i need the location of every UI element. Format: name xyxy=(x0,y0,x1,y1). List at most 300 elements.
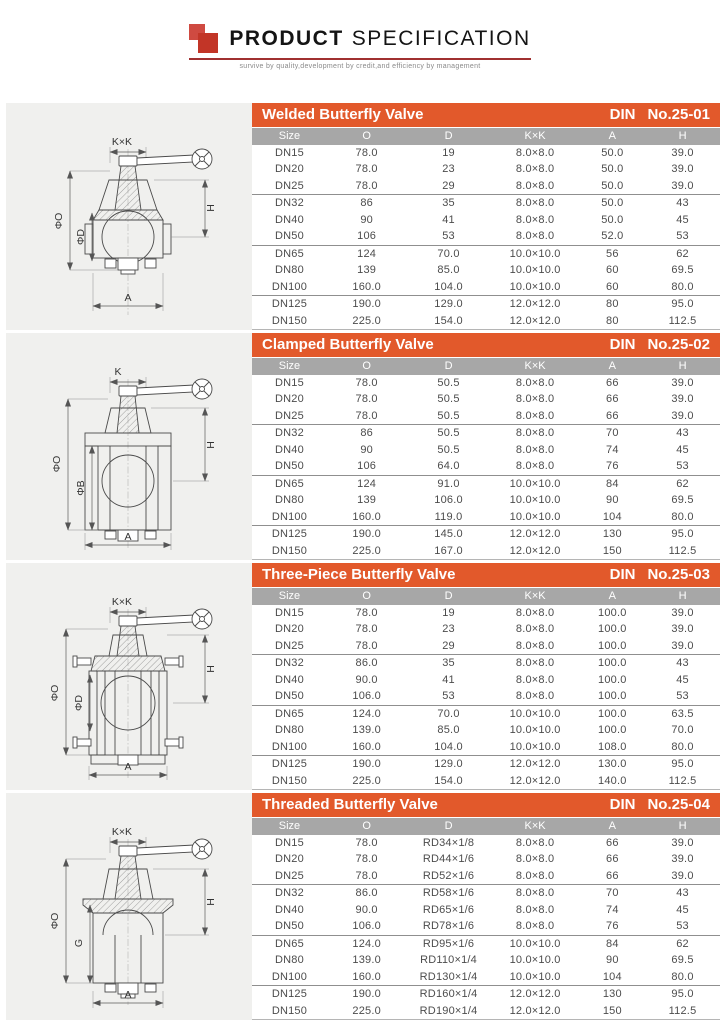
table-cell: DN50 xyxy=(274,230,304,243)
table-cell: 8.0×8.0 xyxy=(515,639,555,652)
table-row xyxy=(252,442,720,459)
column-header: A xyxy=(580,818,646,835)
table-cell: DN50 xyxy=(274,690,304,703)
table-cell: 23 xyxy=(442,623,455,636)
table-cell: 90 xyxy=(606,954,619,967)
table-cell: 19 xyxy=(442,606,455,619)
table-row xyxy=(252,313,720,330)
table-cell: 45 xyxy=(676,903,689,916)
table-row xyxy=(252,722,720,739)
table-cell: 78.0 xyxy=(355,836,378,849)
table-cell: 80.0 xyxy=(671,740,694,753)
table-row xyxy=(252,638,720,655)
dimension-label-kxk: K×K xyxy=(111,136,133,148)
standard-label: DIN xyxy=(609,796,636,814)
dimension-label-kxk: K×K xyxy=(111,596,133,608)
table-cell: 91.0 xyxy=(406,475,490,492)
table-row xyxy=(252,655,720,672)
table-cell: 43 xyxy=(645,655,720,672)
section-clamped xyxy=(0,333,720,560)
valve-drawing-welded xyxy=(6,103,252,330)
table-cell: 66 xyxy=(606,376,619,389)
standard-label: DIN xyxy=(609,566,636,584)
table-cell: 8.0×8.0 xyxy=(515,920,555,933)
column-header: Size xyxy=(252,358,327,375)
table-cell: 104 xyxy=(602,510,622,523)
table-row xyxy=(252,835,720,852)
table-title: Welded Butterfly Valve xyxy=(262,106,424,124)
table-row xyxy=(252,228,720,245)
table-cell: 70.0 xyxy=(671,724,694,737)
column-header: O xyxy=(327,588,407,605)
table-cell: 10.0×10.0 xyxy=(509,494,561,507)
table-title: Three-Piece Butterfly Valve xyxy=(262,566,456,584)
table-cell: 100.0 xyxy=(598,606,627,619)
table-cell: DN50 xyxy=(274,920,304,933)
table-cell: 10.0×10.0 xyxy=(509,740,561,753)
table-cell: DN150 xyxy=(252,1003,327,1020)
column-header: K×K xyxy=(491,588,580,605)
table-cell: 66 xyxy=(606,869,619,882)
table-cell: DN15 xyxy=(274,606,304,619)
column-header: A xyxy=(580,128,646,145)
column-header: H xyxy=(645,358,720,375)
table-cell: 50.5 xyxy=(437,443,460,456)
column-header: H xyxy=(645,588,720,605)
table-cell: 39.0 xyxy=(671,853,694,866)
table-cell: 70.0 xyxy=(406,705,490,722)
table-panel-clamped xyxy=(252,333,720,560)
table-row xyxy=(252,458,720,475)
table-row xyxy=(252,935,720,952)
table-row xyxy=(252,885,720,902)
table-cell: 140.0 xyxy=(580,773,646,790)
table-cell: DN25 xyxy=(274,409,304,422)
table-cell: 100.0 xyxy=(598,639,627,652)
table-cell: 10.0×10.0 xyxy=(509,264,561,277)
table-cell: 50.0 xyxy=(601,163,624,176)
column-header: D xyxy=(406,818,490,835)
section-welded xyxy=(0,103,720,330)
table-cell: DN65 xyxy=(252,935,327,952)
table-cell: 12.0×12.0 xyxy=(491,296,580,313)
table-cell: 8.0×8.0 xyxy=(515,163,555,176)
dimension-label-a: A xyxy=(124,292,132,304)
table-cell: DN32 xyxy=(252,885,327,902)
table-cell: 10.0×10.0 xyxy=(491,705,580,722)
table-cell: RD52×1/6 xyxy=(422,869,475,882)
table-cell: DN100 xyxy=(271,280,308,293)
table-title: Threaded Butterfly Valve xyxy=(262,796,438,814)
table-cell: 39.0 xyxy=(671,179,694,192)
table-cell: 29 xyxy=(442,639,455,652)
table-cell: 53 xyxy=(442,690,455,703)
table-cell: 10.0×10.0 xyxy=(509,954,561,967)
dimension-h xyxy=(151,408,217,481)
table-cell: DN15 xyxy=(274,836,304,849)
table-cell: 90 xyxy=(360,213,373,226)
table-title-bar xyxy=(252,793,720,817)
table-cell: 8.0×8.0 xyxy=(515,623,555,636)
table-cell: 78.0 xyxy=(355,179,378,192)
table-row xyxy=(252,986,720,1003)
table-cell: 8.0×8.0 xyxy=(515,213,555,226)
table-header-row xyxy=(252,818,720,835)
table-cell: 112.5 xyxy=(645,773,720,790)
table-cell: DN32 xyxy=(252,655,327,672)
table-cell: 78.0 xyxy=(355,376,378,389)
table-cell: 225.0 xyxy=(327,1003,407,1020)
dimension-label-inner: ΦD xyxy=(73,695,85,711)
dimension-label-inner: ΦB xyxy=(75,480,87,496)
table-cell: 80 xyxy=(580,296,646,313)
table-cell: 104 xyxy=(602,970,622,983)
table-cell: 41 xyxy=(442,213,455,226)
table-cell: 80 xyxy=(580,313,646,330)
table-cell: 139.0 xyxy=(352,954,381,967)
table-row xyxy=(252,739,720,756)
table-row xyxy=(252,621,720,638)
table-cell: 70 xyxy=(580,885,646,902)
table-cell: 39.0 xyxy=(671,836,694,849)
table-cell: RD65×1/6 xyxy=(422,903,475,916)
table-row xyxy=(252,918,720,935)
table-row xyxy=(252,543,720,560)
drawing-panel-three-piece xyxy=(6,563,252,790)
column-header: A xyxy=(580,588,646,605)
table-cell: 130 xyxy=(580,526,646,543)
table-cell: 10.0×10.0 xyxy=(509,280,561,293)
table-cell: 19 xyxy=(442,146,455,159)
table-cell: 90 xyxy=(606,494,619,507)
table-cell: DN125 xyxy=(252,296,327,313)
dimension-label-h: H xyxy=(205,665,217,673)
table-cell: DN25 xyxy=(274,639,304,652)
table-cell: 70.0 xyxy=(406,245,490,262)
table-cell: 139.0 xyxy=(352,724,381,737)
table-cell: DN150 xyxy=(252,773,327,790)
table-cell: 69.5 xyxy=(671,264,694,277)
table-header-row xyxy=(252,358,720,375)
table-cell: 45 xyxy=(676,443,689,456)
section-threaded xyxy=(0,793,720,1020)
table-row xyxy=(252,526,720,543)
table-cell: RD58×1/6 xyxy=(406,885,490,902)
table-row xyxy=(252,773,720,790)
table-cell: DN15 xyxy=(274,146,304,159)
table-title-bar xyxy=(252,103,720,127)
spec-table-threaded xyxy=(252,818,720,1021)
table-cell: 160.0 xyxy=(352,510,381,523)
table-cell: 60 xyxy=(606,280,619,293)
table-cell: DN20 xyxy=(274,393,304,406)
table-cell: 64.0 xyxy=(437,460,460,473)
table-cell: DN125 xyxy=(252,756,327,773)
table-cell: 74 xyxy=(606,903,619,916)
spec-table-three-piece xyxy=(252,588,720,791)
table-cell: 35 xyxy=(406,195,490,212)
table-cell: 124.0 xyxy=(327,705,407,722)
table-row xyxy=(252,1003,720,1020)
code-label: No.25-01 xyxy=(647,106,710,124)
valve-body xyxy=(85,166,171,274)
table-cell: 84 xyxy=(580,475,646,492)
table-cell: 39.0 xyxy=(671,639,694,652)
table-cell: 100.0 xyxy=(598,673,627,686)
table-cell: 8.0×8.0 xyxy=(515,179,555,192)
table-cell: 150 xyxy=(580,543,646,560)
table-cell: RD44×1/6 xyxy=(422,853,475,866)
table-row xyxy=(252,408,720,425)
table-standard-code xyxy=(610,336,710,353)
code-label: No.25-03 xyxy=(647,566,710,584)
table-cell: 145.0 xyxy=(406,526,490,543)
table-cell: 39.0 xyxy=(671,146,694,159)
drawing-panel-clamped xyxy=(6,333,252,560)
table-cell: 86.0 xyxy=(327,655,407,672)
column-header: K×K xyxy=(491,358,580,375)
table-cell: 190.0 xyxy=(327,756,407,773)
table-cell: 85.0 xyxy=(437,724,460,737)
dimension-label-outer: ΦO xyxy=(53,212,65,230)
dimension-inner-diameter xyxy=(73,905,90,983)
table-cell: DN80 xyxy=(274,494,304,507)
table-cell: 90 xyxy=(360,443,373,456)
table-cell: 8.0×8.0 xyxy=(515,606,555,619)
dimension-label-a: A xyxy=(124,761,132,773)
dimension-inner-diameter xyxy=(73,675,90,731)
column-header: O xyxy=(327,818,407,835)
table-cell: 129.0 xyxy=(406,296,490,313)
table-cell: 80.0 xyxy=(671,280,694,293)
table-row xyxy=(252,868,720,885)
column-header: D xyxy=(406,128,490,145)
table-cell: 62 xyxy=(645,935,720,952)
table-row xyxy=(252,952,720,969)
column-header: H xyxy=(645,818,720,835)
table-cell: 8.0×8.0 xyxy=(515,836,555,849)
table-cell: 160.0 xyxy=(352,280,381,293)
table-cell: 8.0×8.0 xyxy=(491,195,580,212)
table-cell: 190.0 xyxy=(327,526,407,543)
table-cell: 66 xyxy=(606,409,619,422)
table-cell: DN65 xyxy=(252,705,327,722)
dimension-label-inner: ΦD xyxy=(75,229,87,245)
page-title-sub: SPECIFICATION xyxy=(351,27,531,50)
table-cell: 50.5 xyxy=(437,393,460,406)
column-header: O xyxy=(327,128,407,145)
table-cell: 167.0 xyxy=(406,543,490,560)
table-row xyxy=(252,705,720,722)
column-header: A xyxy=(580,358,646,375)
table-cell: 95.0 xyxy=(645,526,720,543)
table-row xyxy=(252,688,720,705)
table-header-row xyxy=(252,588,720,605)
table-cell: 12.0×12.0 xyxy=(491,1003,580,1020)
table-cell: 78.0 xyxy=(355,853,378,866)
table-cell: 8.0×8.0 xyxy=(515,443,555,456)
table-panel-three-piece xyxy=(252,563,720,790)
table-cell: 160.0 xyxy=(352,740,381,753)
table-cell: DN25 xyxy=(274,869,304,882)
table-cell: DN32 xyxy=(252,425,327,442)
table-standard-code xyxy=(610,566,710,583)
table-row xyxy=(252,672,720,689)
table-cell: 84 xyxy=(580,935,646,952)
table-cell: 190.0 xyxy=(327,986,407,1003)
code-label: No.25-04 xyxy=(647,796,710,814)
table-row xyxy=(252,296,720,313)
table-cell: 66 xyxy=(606,853,619,866)
table-cell: 45 xyxy=(676,213,689,226)
table-cell: 39.0 xyxy=(671,409,694,422)
column-header: Size xyxy=(252,128,327,145)
table-cell: 112.5 xyxy=(645,1003,720,1020)
table-cell: 78.0 xyxy=(355,869,378,882)
table-cell: 100.0 xyxy=(598,690,627,703)
table-cell: 190.0 xyxy=(327,296,407,313)
table-cell: DN20 xyxy=(274,163,304,176)
table-cell: DN65 xyxy=(252,475,327,492)
table-cell: 124 xyxy=(327,475,407,492)
dimension-outer-diameter xyxy=(51,399,108,530)
table-cell: 12.0×12.0 xyxy=(491,526,580,543)
table-cell: 66 xyxy=(606,393,619,406)
table-cell: 78.0 xyxy=(355,409,378,422)
table-cell: DN100 xyxy=(271,740,308,753)
table-cell: DN40 xyxy=(274,673,304,686)
table-cell: 106.0 xyxy=(352,690,381,703)
table-cell: 8.0×8.0 xyxy=(515,853,555,866)
table-cell: 8.0×8.0 xyxy=(515,460,555,473)
table-cell: 225.0 xyxy=(327,543,407,560)
table-cell: 160.0 xyxy=(352,970,381,983)
dimension-label-kxk: K×K xyxy=(111,826,133,838)
table-cell: 50.0 xyxy=(601,213,624,226)
brand-logo-icon xyxy=(189,24,219,54)
table-cell: 10.0×10.0 xyxy=(491,475,580,492)
table-cell: 10.0×10.0 xyxy=(509,510,561,523)
table-row xyxy=(252,195,720,212)
table-row xyxy=(252,492,720,509)
column-header: D xyxy=(406,358,490,375)
table-cell: 78.0 xyxy=(355,146,378,159)
table-row xyxy=(252,262,720,279)
table-cell: 50.0 xyxy=(601,179,624,192)
valve-drawing-three-piece xyxy=(6,563,252,790)
table-cell: 86.0 xyxy=(327,885,407,902)
table-cell: 112.5 xyxy=(645,543,720,560)
table-cell: 62 xyxy=(645,475,720,492)
table-cell: 10.0×10.0 xyxy=(509,970,561,983)
table-cell: 85.0 xyxy=(437,264,460,277)
table-cell: 39.0 xyxy=(671,163,694,176)
table-cell: DN100 xyxy=(271,510,308,523)
table-cell: 69.5 xyxy=(671,954,694,967)
table-title: Clamped Butterfly Valve xyxy=(262,336,434,354)
brand-underline xyxy=(189,58,530,60)
table-row xyxy=(252,475,720,492)
table-cell: 8.0×8.0 xyxy=(515,409,555,422)
table-cell: 106.0 xyxy=(352,920,381,933)
table-cell: 150 xyxy=(580,1003,646,1020)
table-cell: DN32 xyxy=(252,195,327,212)
table-cell: 43 xyxy=(645,885,720,902)
table-cell: 90.0 xyxy=(355,673,378,686)
table-cell: 69.5 xyxy=(671,494,694,507)
table-cell: 50.0 xyxy=(601,146,624,159)
valve-drawing-clamped xyxy=(6,333,252,560)
dimension-label-h: H xyxy=(205,441,217,449)
table-cell: 43 xyxy=(645,195,720,212)
dimension-label-inner: G xyxy=(73,938,85,948)
table-cell: 124.0 xyxy=(327,935,407,952)
dimension-inner-diameter xyxy=(75,446,92,530)
table-cell: 8.0×8.0 xyxy=(515,376,555,389)
column-header: H xyxy=(645,128,720,145)
table-cell: 8.0×8.0 xyxy=(515,393,555,406)
table-cell: DN80 xyxy=(274,954,304,967)
table-cell: 86 xyxy=(327,195,407,212)
table-cell: 100.0 xyxy=(598,623,627,636)
table-cell: 225.0 xyxy=(327,313,407,330)
table-cell: 12.0×12.0 xyxy=(491,313,580,330)
table-cell: RD190×1/4 xyxy=(406,1003,490,1020)
table-cell: 39.0 xyxy=(671,623,694,636)
dimension-h xyxy=(167,635,217,703)
table-cell: DN100 xyxy=(271,970,308,983)
table-cell: 53 xyxy=(442,230,455,243)
table-cell: 100.0 xyxy=(580,655,646,672)
table-cell: 78.0 xyxy=(355,393,378,406)
table-cell: 80.0 xyxy=(671,510,694,523)
spec-sections xyxy=(0,103,720,1021)
table-cell: 78.0 xyxy=(355,163,378,176)
table-cell: 86 xyxy=(327,425,407,442)
dimension-label-outer: ΦO xyxy=(49,912,61,930)
column-header: K×K xyxy=(491,128,580,145)
table-cell: 39.0 xyxy=(671,606,694,619)
table-cell: DN25 xyxy=(274,179,304,192)
table-standard-code xyxy=(610,796,710,813)
table-panel-welded xyxy=(252,103,720,330)
table-cell: 53 xyxy=(676,920,689,933)
column-header: K×K xyxy=(491,818,580,835)
table-cell: 108.0 xyxy=(598,740,627,753)
table-cell: DN80 xyxy=(274,724,304,737)
table-cell: DN40 xyxy=(274,903,304,916)
table-standard-code xyxy=(610,106,710,123)
table-cell: 66 xyxy=(606,836,619,849)
dimension-label-outer: ΦO xyxy=(51,455,63,473)
table-cell: 10.0×10.0 xyxy=(509,724,561,737)
table-cell: 78.0 xyxy=(355,606,378,619)
table-cell: RD130×1/4 xyxy=(419,970,478,983)
table-cell: 74 xyxy=(606,443,619,456)
brand-tagline: survive by quality,development by credit,and efficiency by management xyxy=(239,63,481,70)
table-cell: 95.0 xyxy=(645,986,720,1003)
table-cell: 63.5 xyxy=(645,705,720,722)
table-cell: RD78×1/6 xyxy=(422,920,475,933)
column-header: O xyxy=(327,358,407,375)
valve-drawing-threaded xyxy=(6,793,252,1020)
table-cell: 76 xyxy=(606,920,619,933)
column-header: D xyxy=(406,588,490,605)
table-cell: 10.0×10.0 xyxy=(491,245,580,262)
table-cell: 12.0×12.0 xyxy=(491,986,580,1003)
table-cell: 124 xyxy=(327,245,407,262)
table-cell: 106 xyxy=(357,230,377,243)
